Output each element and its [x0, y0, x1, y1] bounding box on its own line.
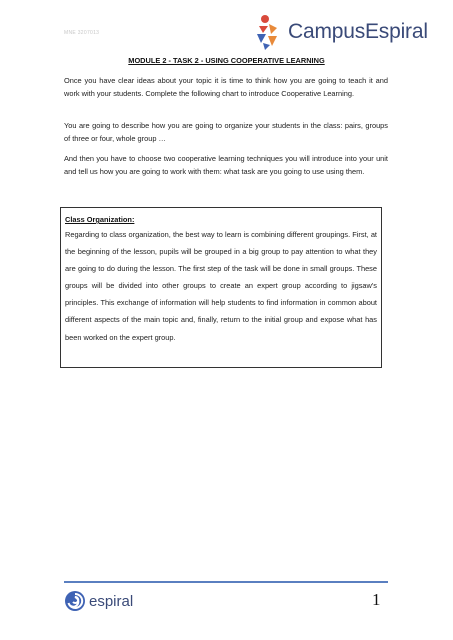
footer-divider [64, 581, 388, 583]
document-title: MODULE 2 - TASK 2 - USING COOPERATIVE LEARNING [128, 56, 325, 65]
campusespiral-logo-icon [255, 14, 285, 50]
techniques-paragraph: And then you have to choose two cooperative learning techniques you will introduce into your unit and tell us how you are going to work with them: what task are you going to use using them. [64, 154, 388, 176]
page-number: 1 [372, 590, 381, 609]
brand-name: CampusEspiral [288, 20, 428, 43]
class-organization-box [60, 207, 382, 368]
espiral-logo [64, 589, 133, 613]
footer-brand: espiral [89, 592, 134, 610]
espiral-swirl-icon [64, 590, 86, 612]
intro-paragraph: Once you have clear ideas about your topic it is time to think how you are going to teach it and work with your students. Complete the following chart to introduce Cooperative Learning. [64, 76, 388, 98]
organization-paragraph: You are going to describe how you are going to organize your students in the class: pairs, groups of three or four, whole group … [64, 121, 388, 143]
header-mark: MNE 3207013 [64, 30, 100, 36]
box-heading: Class Organization: [65, 215, 135, 224]
campusespiral-logo [255, 12, 427, 52]
box-text: Regarding to class organization, the best way to learn is combining different groupings. First, at the beginning of the lesson, pupils will be grouped in a big group to pay attention to what they are going to do during the lesson. The first step of the task will be done in small groups. These groups will be divided into other groups to create an expert group according to jigsaw's principles. This exchange of information will help students to find information in common about different aspects of the main topic and, finally, return to the initial group and expose what has been worked on the expert group. [65, 230, 377, 342]
